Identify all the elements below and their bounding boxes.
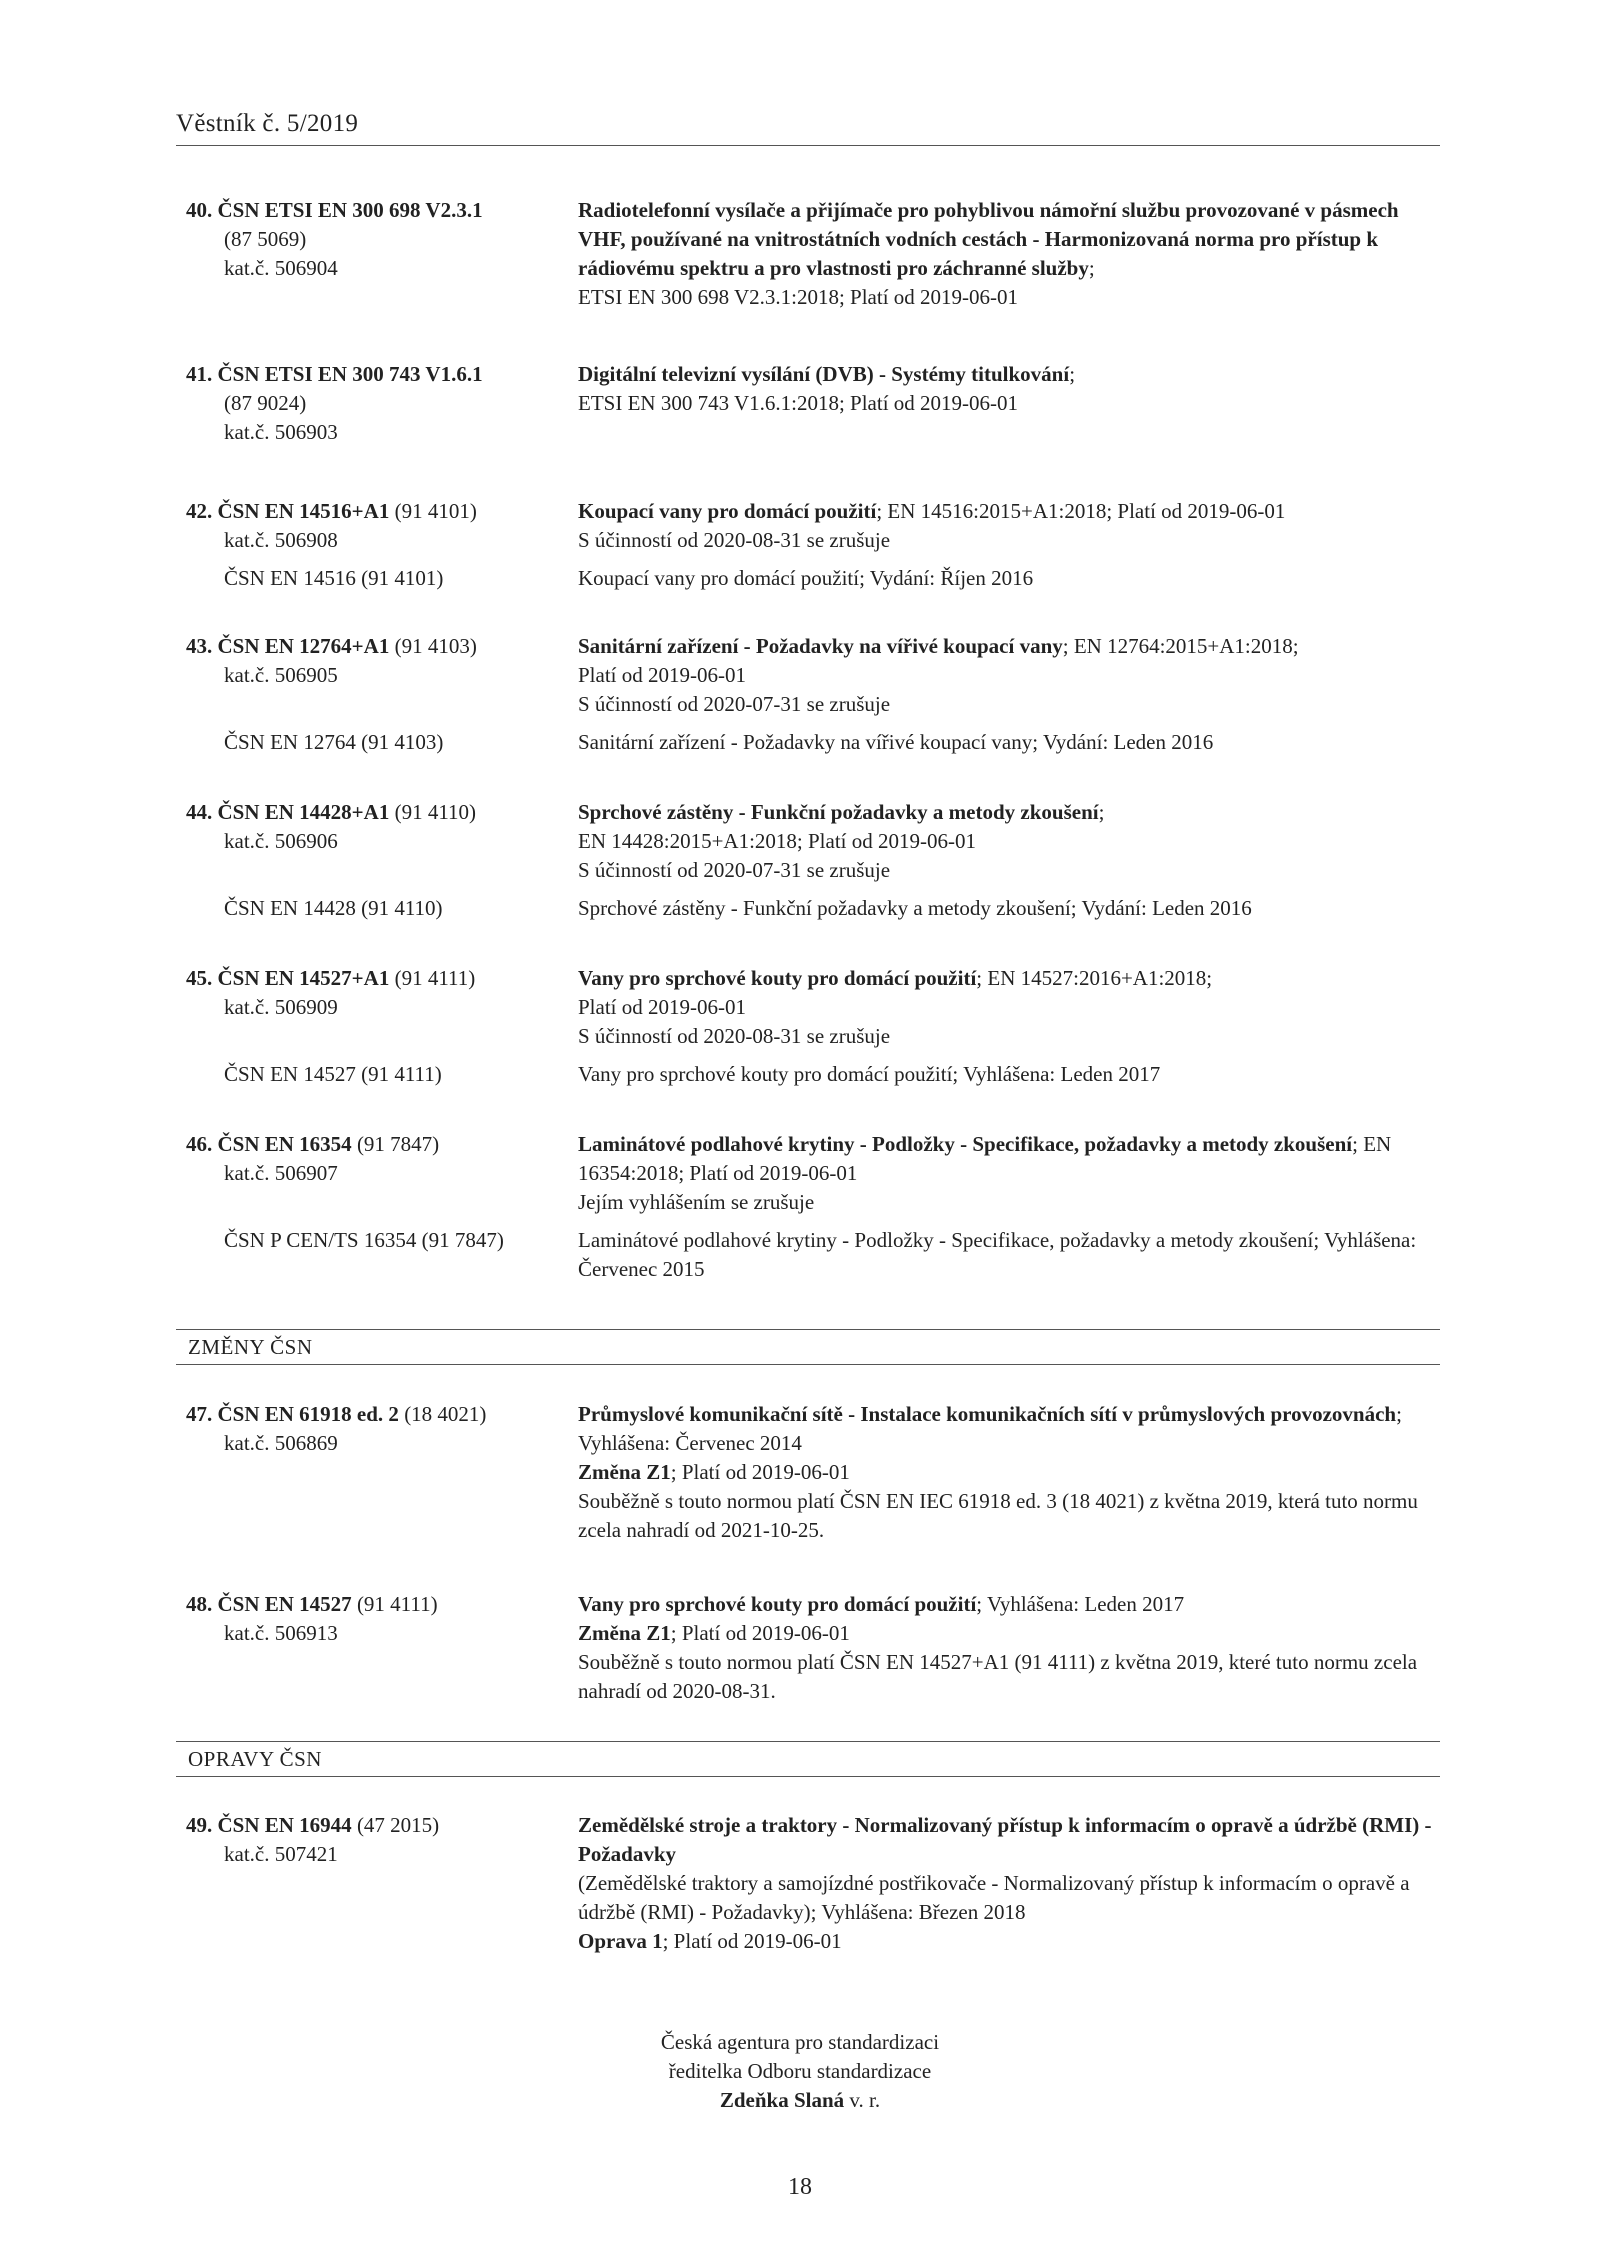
standard-title: Průmyslové komunikační sítě - Instalace komunikačních sítí v průmyslových provozovnách xyxy=(578,1402,1397,1426)
replaced-standard-code: ČSN EN 14516 (91 4101) xyxy=(224,566,444,590)
replaced-standard xyxy=(186,894,1440,923)
standard-details: Platí od 2019-06-01 xyxy=(578,663,746,687)
correction-label: Oprava 1 xyxy=(578,1929,663,1953)
page-number: 18 xyxy=(788,2174,812,2200)
class-number: (87 5069) xyxy=(224,227,307,251)
replaced-standard-title: Sprchové zástěny - Funkční požadavky a metody zkoušení; Vydání: Leden 2016 xyxy=(578,896,1252,920)
class-number: (87 9024) xyxy=(224,391,307,415)
standard-details: Platí od 2019-06-01 xyxy=(578,995,746,1019)
standard-title: Sprchové zástěny - Funkční požadavky a metody zkoušení xyxy=(578,800,1099,824)
replaced-standard-title: Koupací vany pro domácí použití; Vydání: Říjen 2016 xyxy=(578,566,1034,590)
standard-code: ČSN EN 14527+A1 xyxy=(217,966,390,990)
standard-entry-42: 42. ČSN EN 14516+A1 (91 4101) kat.č. 506908 Koupací vany pro domácí použití; EN 14516:2015+A1:2018; Platí od 2019-06-01 S účinností od 2020-08-31 se zrušuje ČSN EN 14516 (91 4101) Koupací vany pro domácí použití; Vydání: Říjen 2016 xyxy=(186,497,1440,593)
agency-name: Česká agentura pro standardizaci xyxy=(660,2030,940,2054)
standard-title: Radiotelefonní vysílače a přijímače pro pohyblivou námořní službu provozované v pásmech VHF, používané na vnitrostátních vodních cestách - Harmonizovaná norma pro přístup k rádiovému spektru a pro vlastnosti pro záchranné služby xyxy=(578,198,1399,280)
change-note: Souběžně s touto normou platí ČSN EN IEC 61918 ed. 3 (18 4021) z května 2019, která tuto normu zcela nahradí od 2021-10-25. xyxy=(578,1489,1418,1542)
standard-description: (Zemědělské traktory a samojízdné postřikovače - Normalizovaný přístup k informacím o opravě a údržbě (RMI) - Požadavky); Vyhlášena: Březen 2018 xyxy=(578,1871,1410,1924)
signature-block: Česká agentura pro standardizaci ředitelka Odboru standardizace Zdeňka Slaná v. r. xyxy=(560,2028,1040,2115)
replaced-standard-code: ČSN EN 12764 (91 4103) xyxy=(224,730,444,754)
standard-entry-45: 45. ČSN EN 14527+A1 (91 4111) kat.č. 506909 Vany pro sprchové kouty pro domácí použití; EN 14527:2016+A1:2018; Platí od 2019-06-01 S účinností od 2020-08-31 se zrušuje ČSN EN 14527 (91 4111) Vany pro sprchové kouty pro domácí použití; Vyhlášena: Leden 2017 xyxy=(186,964,1440,1089)
standard-code: ČSN ETSI EN 300 698 V2.3.1 xyxy=(217,198,483,222)
replaced-standard-title: Sanitární zařízení - Požadavky na vířivé koupací vany; Vydání: Leden 2016 xyxy=(578,730,1214,754)
standard-code: ČSN EN 14428+A1 xyxy=(217,800,390,824)
header-divider xyxy=(176,145,1440,146)
replaced-standard xyxy=(186,1226,1440,1284)
replaced-standard-title: Vany pro sprchové kouty pro domácí použití; Vyhlášena: Leden 2017 xyxy=(578,1062,1161,1086)
standard-entry-40: 40. ČSN ETSI EN 300 698 V2.3.1 (87 5069) kat.č. 506904 Radiotelefonní vysílače a přijímače pro pohyblivou námořní službu provozované v pásmech VHF, používané na vnitrostátních vodních cestách - Harmonizovaná norma pro přístup k rádiovému spektru a pro vlastnosti pro záchranné služby; ETSI EN 300 698 V2.3.1:2018; Platí od 2019-06-01 xyxy=(186,196,1440,312)
standard-title: Laminátové podlahové krytiny - Podložky - Specifikace, požadavky a metody zkoušení xyxy=(578,1132,1353,1156)
catalog-number: kat.č. 506906 xyxy=(224,829,338,853)
standard-cancel-note: S účinností od 2020-07-31 se zrušuje xyxy=(578,692,891,716)
standard-entry-46: 46. ČSN EN 16354 (91 7847) kat.č. 506907 Laminátové podlahové krytiny - Podložky - Specifikace, požadavky a metody zkoušení; EN 16354:2018; Platí od 2019-06-01 Jejím vyhlášením se zrušuje ČSN P CEN/TS 16354 (91 7847) Laminátové podlahové krytiny - Podložky - Specifikace, požadavky a metody zkoušení; Vyhlášena: Červenec 2015 xyxy=(186,1130,1440,1284)
replaced-standard xyxy=(186,564,1440,593)
standard-title: Koupací vany pro domácí použití xyxy=(578,499,877,523)
replaced-standard-code: ČSN EN 14428 (91 4110) xyxy=(224,896,443,920)
standard-details: ETSI EN 300 743 V1.6.1:2018; Platí od 2019-06-01 xyxy=(578,391,1019,415)
standard-entry-43: 43. ČSN EN 12764+A1 (91 4103) kat.č. 506905 Sanitární zařízení - Požadavky na vířivé koupací vany; EN 12764:2015+A1:2018; Platí od 2019-06-01 S účinností od 2020-07-31 se zrušuje ČSN EN 12764 (91 4103) Sanitární zařízení - Požadavky na vířivé koupací vany; Vydání: Leden 2016 xyxy=(186,632,1440,757)
catalog-number: kat.č. 506905 xyxy=(224,663,338,687)
standard-details: ETSI EN 300 698 V2.3.1:2018; Platí od 2019-06-01 xyxy=(578,285,1019,309)
replaced-standard-title: Laminátové podlahové krytiny - Podložky - Specifikace, požadavky a metody zkoušení; Vyhlášena: Červenec 2015 xyxy=(578,1228,1417,1281)
standard-title: Sanitární zařízení - Požadavky na vířivé koupací vany xyxy=(578,634,1063,658)
catalog-number: kat.č. 506909 xyxy=(224,995,338,1019)
replaced-standard-code: ČSN EN 14527 (91 4111) xyxy=(224,1062,442,1086)
signatory-name: Zdeňka Slaná xyxy=(719,2088,845,2112)
change-label: Změna Z1 xyxy=(578,1460,671,1484)
standard-code: ČSN EN 12764+A1 xyxy=(217,634,390,658)
section-title: OPRAVY ČSN xyxy=(188,1747,322,1771)
standard-entry-41: 41. ČSN ETSI EN 300 743 V1.6.1 (87 9024) kat.č. 506903 Digitální televizní vysílání (DVB) - Systémy titulkování; ETSI EN 300 743 V1.6.1:2018; Platí od 2019-06-01 xyxy=(186,360,1440,447)
standard-entry-44: 44. ČSN EN 14428+A1 (91 4110) kat.č. 506906 Sprchové zástěny - Funkční požadavky a metody zkoušení; EN 14428:2015+A1:2018; Platí od 2019-06-01 S účinností od 2020-07-31 se zrušuje ČSN EN 14428 (91 4110) Sprchové zástěny - Funkční požadavky a metody zkoušení; Vydání: Leden 2016 xyxy=(186,798,1440,923)
section-title: ZMĚNY ČSN xyxy=(188,1335,313,1359)
section-header-changes xyxy=(176,1329,1440,1365)
replaced-standard xyxy=(186,1060,1440,1089)
standard-code: ČSN EN 16354 xyxy=(217,1132,352,1156)
change-entry-48: 48. ČSN EN 14527 (91 4111) kat.č. 506913 Vany pro sprchové kouty pro domácí použití; Vyhlášena: Leden 2017 Změna Z1; Platí od 2019-06-01 Souběžně s touto normou platí ČSN EN 14527+A1 (91 4111) z května 2019, které tuto normu zcela nahradí od 2020-08-31. xyxy=(186,1590,1440,1706)
standard-title: Vany pro sprchové kouty pro domácí použití xyxy=(578,966,977,990)
standard-cancel-note: S účinností od 2020-08-31 se zrušuje xyxy=(578,1024,891,1048)
change-label: Změna Z1 xyxy=(578,1621,671,1645)
replaced-standard xyxy=(186,728,1440,757)
standard-details: S účinností od 2020-08-31 se zrušuje xyxy=(578,528,891,552)
standard-cancel-note: S účinností od 2020-07-31 se zrušuje xyxy=(578,858,891,882)
standard-code: ČSN EN 14527 xyxy=(217,1592,352,1616)
standard-cancel-note: Jejím vyhlášením se zrušuje xyxy=(578,1190,815,1214)
standard-title: Vany pro sprchové kouty pro domácí použití xyxy=(578,1592,977,1616)
standard-code: ČSN EN 14516+A1 xyxy=(217,499,390,523)
catalog-number: kat.č. 507421 xyxy=(224,1842,338,1866)
change-note: Souběžně s touto normou platí ČSN EN 14527+A1 (91 4111) z května 2019, které tuto normu zcela nahradí od 2020-08-31. xyxy=(578,1650,1418,1703)
section-header-corrections xyxy=(176,1741,1440,1777)
page-header-title: Věstník č. 5/2019 xyxy=(176,110,359,137)
signatory-role: ředitelka Odboru standardizace xyxy=(668,2059,932,2083)
change-entry-47: 47. ČSN EN 61918 ed. 2 (18 4021) kat.č. 506869 Průmyslové komunikační sítě - Instalace komunikačních sítí v průmyslových provozovnách; Vyhlášena: Červenec 2014 Změna Z1; Platí od 2019-06-01 Souběžně s touto normou platí ČSN EN IEC 61918 ed. 3 (18 4021) z května 2019, která tuto normu zcela nahradí od 2021-10-25. xyxy=(186,1400,1440,1545)
catalog-number: kat.č. 506913 xyxy=(224,1621,338,1645)
standard-title: Zemědělské stroje a traktory - Normalizovaný přístup k informacím o opravě a údržbě (RMI) - Požadavky xyxy=(578,1813,1432,1866)
correction-entry-49: 49. ČSN EN 16944 (47 2015) kat.č. 507421 Zemědělské stroje a traktory - Normalizovaný přístup k informacím o opravě a údržbě (RMI) - Požadavky (Zemědělské traktory a samojízdné postřikovače - Normalizovaný přístup k informacím o opravě a údržbě (RMI) - Požadavky); Vyhlášena: Březen 2018 Oprava 1; Platí od 2019-06-01 xyxy=(186,1811,1440,1956)
catalog-number: kat.č. 506908 xyxy=(224,528,338,552)
catalog-number: kat.č. 506907 xyxy=(224,1161,338,1185)
standard-code: ČSN EN 16944 xyxy=(217,1813,352,1837)
standard-code: ČSN ETSI EN 300 743 V1.6.1 xyxy=(217,362,483,386)
standard-title: Digitální televizní vysílání (DVB) - Systémy titulkování xyxy=(578,362,1070,386)
catalog-number: kat.č. 506903 xyxy=(224,420,338,444)
replaced-standard-code: ČSN P CEN/TS 16354 (91 7847) xyxy=(224,1228,504,1252)
standard-code: ČSN EN 61918 ed. 2 xyxy=(217,1402,399,1426)
catalog-number: kat.č. 506869 xyxy=(224,1431,338,1455)
standard-details: EN 14428:2015+A1:2018; Platí od 2019-06-01 xyxy=(578,829,976,853)
catalog-number: kat.č. 506904 xyxy=(224,256,338,280)
